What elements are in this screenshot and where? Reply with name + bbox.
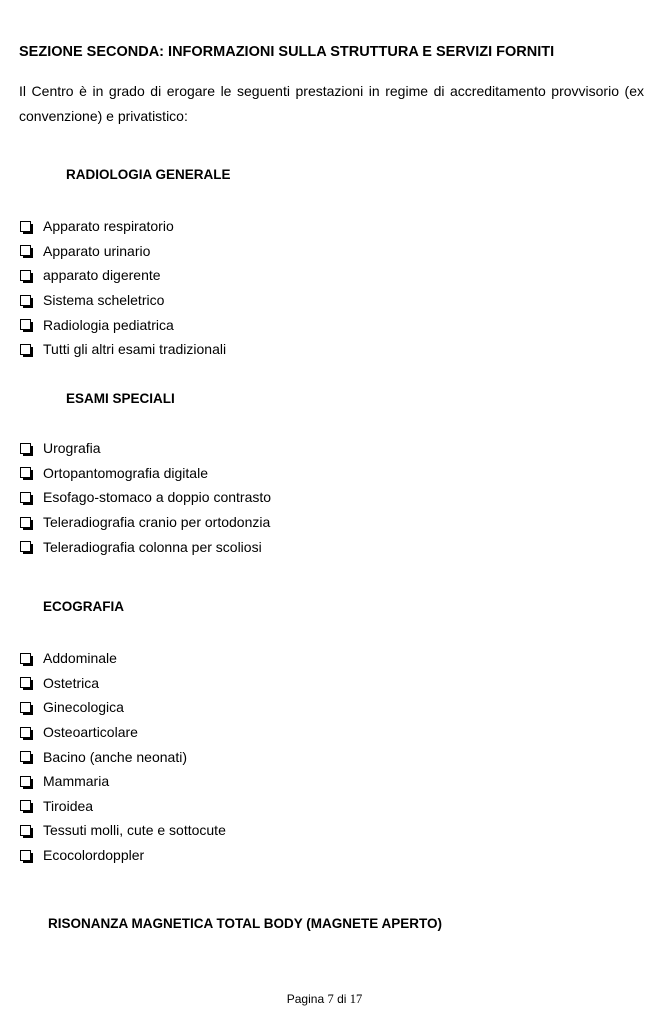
footer-label: Pagina <box>286 992 325 1006</box>
list-item-label: apparato digerente <box>43 267 161 284</box>
list-item-label: Urografia <box>43 440 101 457</box>
checkbox-icon <box>20 221 31 232</box>
checkbox-icon <box>20 492 31 503</box>
list-item-label: Ecocolordoppler <box>43 847 145 864</box>
checkbox-icon <box>20 541 31 552</box>
list-item <box>19 843 226 868</box>
list-item-label: Ginecologica <box>43 699 124 716</box>
list-item-label: Apparato respiratorio <box>43 218 174 235</box>
list-item <box>19 288 226 313</box>
checkbox-icon <box>20 727 31 738</box>
checkbox-icon <box>20 467 31 478</box>
list-item-label: Sistema scheletrico <box>43 292 165 309</box>
list-item-label: Teleradiografia colonna per scoliosi <box>43 538 262 555</box>
list-item-label: Mammaria <box>43 773 110 790</box>
checkbox-icon <box>20 800 31 811</box>
checkbox-icon <box>20 295 31 306</box>
list-item <box>19 818 226 843</box>
list-item <box>19 534 271 559</box>
list-item <box>19 337 226 362</box>
checkbox-icon <box>20 702 31 713</box>
list-item-label: Apparato urinario <box>43 242 151 259</box>
list-item <box>19 214 226 239</box>
list-item-label: Bacino (anche neonati) <box>43 748 187 765</box>
list-item <box>19 263 226 288</box>
checkbox-icon <box>20 270 31 281</box>
list-item <box>19 461 271 486</box>
checkbox-icon <box>20 319 31 330</box>
section-title-ecografia: ECOGRAFIA <box>43 599 124 614</box>
list-item <box>19 436 271 461</box>
list-item <box>19 769 226 794</box>
footer-page-number: 7 <box>327 992 334 1006</box>
list-item <box>19 239 226 264</box>
section-title-radiologia: RADIOLOGIA GENERALE <box>66 167 231 182</box>
checkbox-icon <box>20 344 31 355</box>
list-item <box>19 720 226 745</box>
intro-line-1: Il Centro è in grado di erogare le seguenti prestazioni in regime di accreditamento provvisorio (ex <box>19 83 644 99</box>
list-item-label: Tutti gli altri esami tradizionali <box>43 341 227 358</box>
checkbox-icon <box>20 825 31 836</box>
checkbox-icon <box>20 653 31 664</box>
list-item-label: Tiroidea <box>43 797 94 814</box>
list-item <box>19 312 226 337</box>
page-footer <box>0 992 649 1007</box>
list-item-label: Osteoarticolare <box>43 724 138 741</box>
checkbox-icon <box>20 850 31 861</box>
section-title-risonanza: RISONANZA MAGNETICA TOTAL BODY (MAGNETE APERTO) <box>48 916 443 931</box>
checkbox-icon <box>20 751 31 762</box>
list-item-label: Tessuti molli, cute e sottocute <box>43 822 226 839</box>
list-item-label: Teleradiografia cranio per ortodonzia <box>43 514 271 531</box>
list-item <box>19 794 226 819</box>
list-item <box>19 485 271 510</box>
list-item-label: Radiologia pediatrica <box>43 316 174 333</box>
checkbox-icon <box>20 776 31 787</box>
list-item <box>19 671 226 696</box>
section-title-esami-speciali: ESAMI SPECIALI <box>66 391 175 406</box>
checkbox-icon <box>20 245 31 256</box>
esami-speciali-list <box>19 436 271 559</box>
list-item-label: Addominale <box>43 650 117 667</box>
list-item-label: Ortopantomografia digitale <box>43 464 208 481</box>
list-item <box>19 646 226 671</box>
footer-of: di <box>337 992 347 1006</box>
checkbox-icon <box>20 677 31 688</box>
intro-line-2: convenzione) e privatistico: <box>19 108 188 124</box>
radiologia-list <box>19 214 226 362</box>
list-item-label: Esofago-stomaco a doppio contrasto <box>43 489 272 506</box>
list-item <box>19 695 226 720</box>
list-item <box>19 744 226 769</box>
list-item-label: Ostetrica <box>43 674 100 691</box>
page-heading: SEZIONE SECONDA: INFORMAZIONI SULLA STRUTTURA E SERVIZI FORNITI <box>19 44 555 60</box>
checkbox-icon <box>20 443 31 454</box>
checkbox-icon <box>20 517 31 528</box>
ecografia-list <box>19 646 226 867</box>
list-item <box>19 510 271 535</box>
footer-total-pages: 17 <box>349 992 363 1006</box>
